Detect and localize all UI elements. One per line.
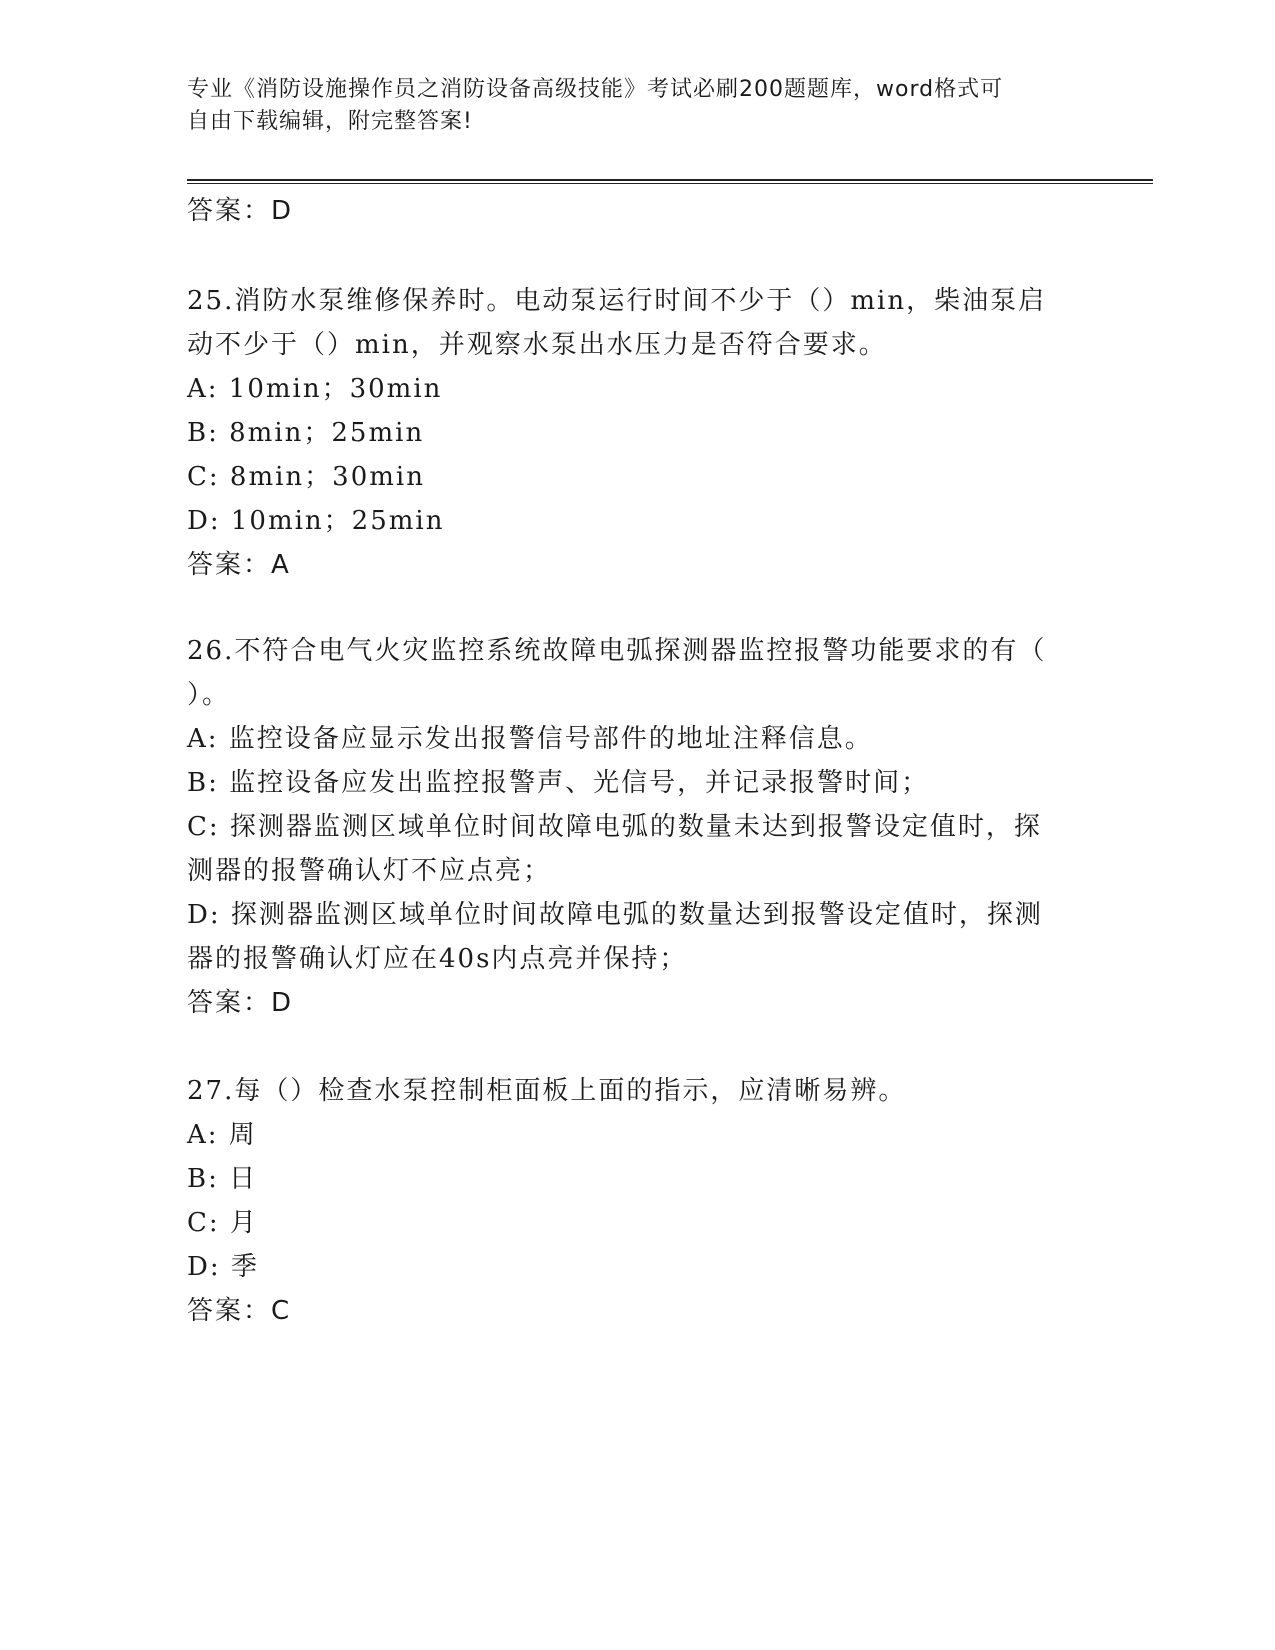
q25-option-d: D: 10min；25min — [187, 506, 445, 536]
q27-stem-line-1: 27.每（）检查水泵控制柜面板上面的指示，应清晰易辨。 — [187, 1076, 907, 1106]
q26-option-d-line-2: 器的报警确认灯应在40s内点亮并保持； — [187, 944, 688, 974]
header-line-2: 自由下载编辑，附完整答案! — [187, 109, 473, 134]
q26-option-c-line-2: 测器的报警确认灯不应点亮； — [187, 856, 552, 886]
q27-option-c: C: 月 — [187, 1208, 258, 1238]
q27-answer: 答案：C — [187, 1296, 292, 1326]
q26-stem-line-2: ）。 — [187, 680, 231, 710]
q26-stem-line-1: 26.不符合电气火灾监控系统故障电弧探测器监控报警功能要求的有（ — [187, 636, 1047, 666]
q26-option-a: A: 监控设备应显示发出报警信号部件的地址注释信息。 — [187, 724, 873, 754]
q25-stem-line-1: 25.消防水泵维修保养时。电动泵运行时间不少于（）min，柴油泵启 — [187, 286, 1047, 316]
q26-option-d-line-1: D: 探测器监测区域单位时间故障电弧的数量达到报警设定值时，探测 — [187, 900, 1043, 930]
q25-option-c: C: 8min；30min — [187, 462, 425, 492]
q27-option-b: B: 日 — [187, 1164, 258, 1194]
q25-stem-line-2: 动不少于（）min，并观察水泵出水压力是否符合要求。 — [187, 330, 887, 360]
q26-answer: 答案：D — [187, 988, 294, 1018]
header-line-1: 专业《消防设施操作员之消防设备高级技能》考试必刷200题题库，word格式可 — [187, 77, 1004, 102]
header-divider — [187, 179, 1153, 184]
document-header — [187, 74, 1087, 138]
q25-answer: 答案：A — [187, 550, 291, 580]
q27-option-a: A: 周 — [187, 1120, 257, 1150]
q25-option-a: A: 10min；30min — [187, 374, 443, 404]
q25-option-b: B: 8min；25min — [187, 418, 425, 448]
q26-option-c-line-1: C: 探测器监测区域单位时间故障电弧的数量未达到报警设定值时，探 — [187, 812, 1042, 842]
q26-option-b: B: 监控设备应发出监控报警声、光信号，并记录报警时间； — [187, 768, 930, 798]
previous-answer: 答案：D — [187, 196, 294, 226]
q27-option-d: D: 季 — [187, 1252, 259, 1282]
